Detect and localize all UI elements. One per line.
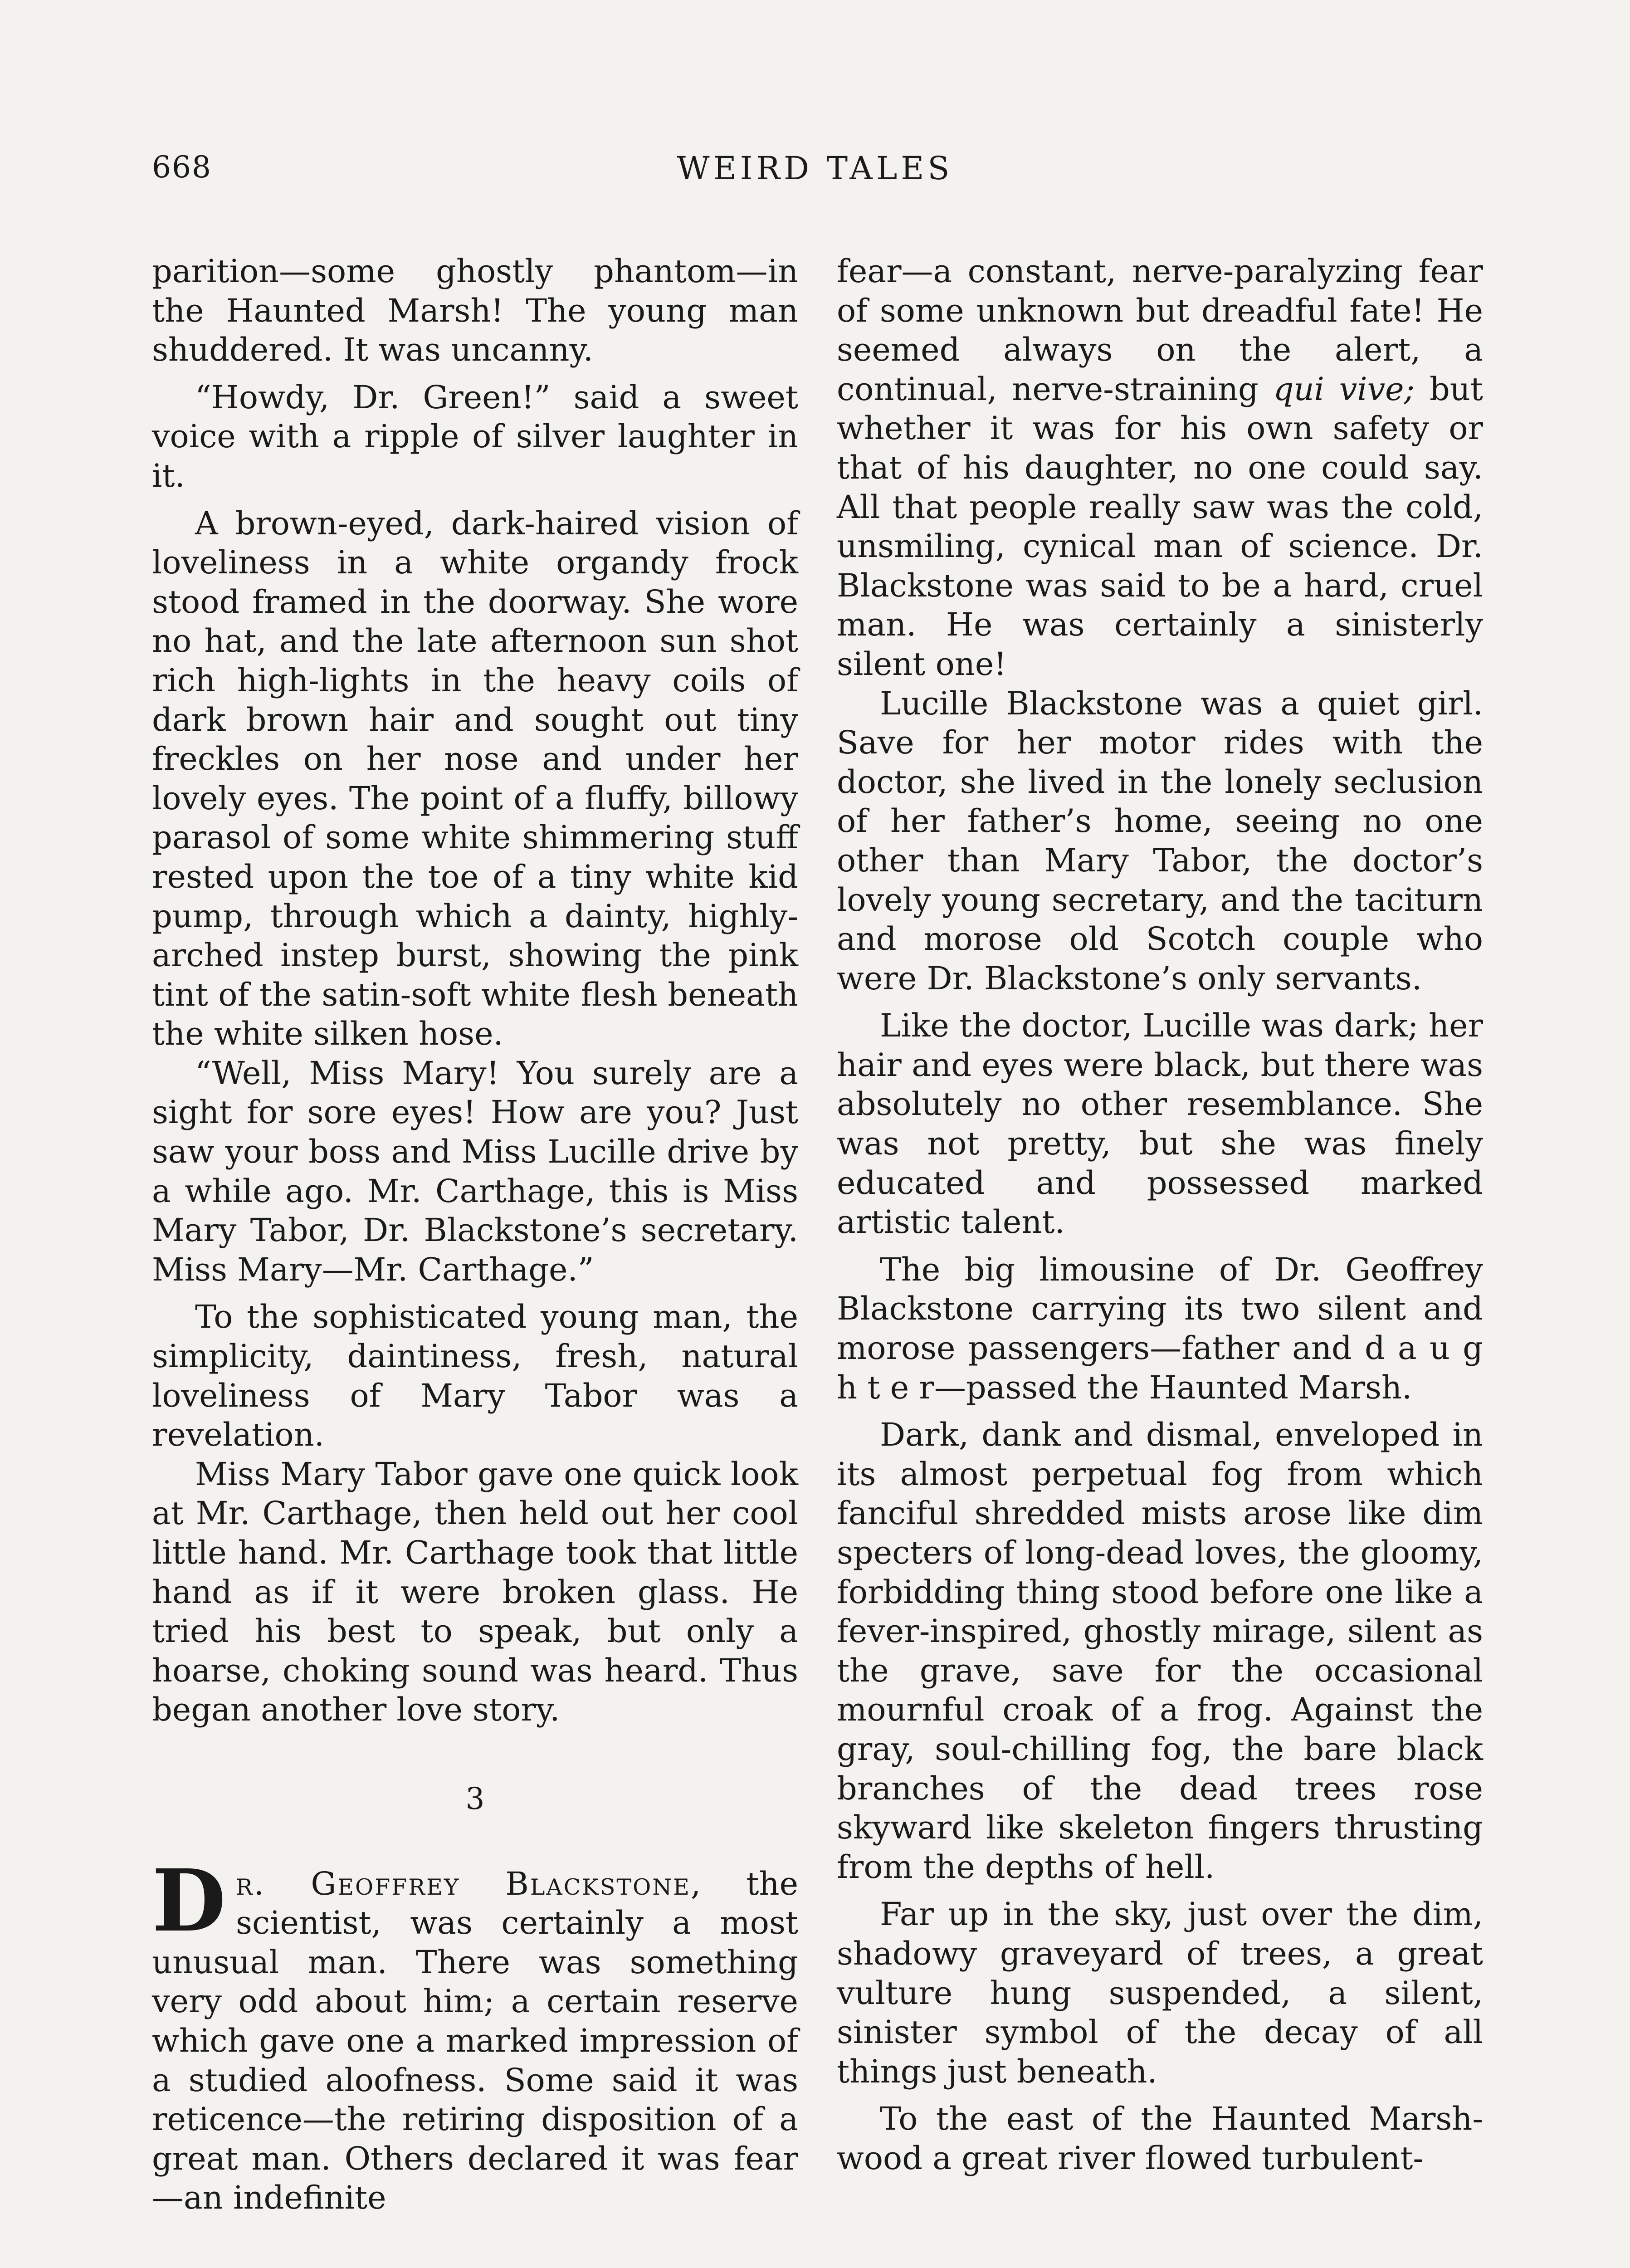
paragraph: A brown-eyed, dark-haired vision of loveliness in a white organdy frock stood framed in the doorway. She wore no hat, and the late afternoon sun shot rich high-lights in the heavy coils of dark brown hair and sought out tiny freckles on her nose and under her lovely eyes. The point of a fluffy, billowy parasol of some white shimmering stuff rested upon the toe of a tiny white kid pump, through which a dainty, highly-arched instep burst, showing the pink tint of the satin-soft white flesh beneath the white silken hose. bbox=[152, 504, 798, 1053]
drop-cap: D bbox=[152, 1850, 226, 1951]
page-header bbox=[152, 150, 1478, 195]
chapter-opening-paragraph bbox=[152, 1850, 799, 2218]
paragraph-text: the scientist, was certainly a most unusual man. There was something very odd about him; a certain reserve which gave one a marked impression of a studied aloofness. Some said it was reticence—the retiring disposition of a great man. Others declared it was fear—an indefinite bbox=[152, 1865, 799, 2217]
paragraph bbox=[837, 252, 1483, 684]
running-title: WEIRD TALES bbox=[677, 150, 953, 187]
paragraph: Like the doctor, Lucille was dark; her hair and eyes were black, but there was absolutely no other resemblance. She was not pretty, but she was finely educated and possessed marked artistic talent. bbox=[837, 1007, 1483, 1241]
paragraph: “Well, Miss Mary! You surely are a sight for sore eyes! How are you? Just saw your boss and Miss Lucille drive by a while ago. Mr. Carthage, this is Miss Mary Tabor, Dr. Blackstone’s secretary. Miss Mary—Mr. Carthage.” bbox=[152, 1054, 798, 1288]
paragraph-text: fear—a constant, nerve-paralyzing fear of some unknown but dreadful fate! He seemed always on the alert, a continual, nerve-straining bbox=[837, 253, 1483, 408]
paragraph: Miss Mary Tabor gave one quick look at Mr. Carthage, then held out her cool little hand. Mr. Carthage took that little hand as if it were broken glass. He tried his best to speak, but only a hoarse, choking sound was heard. Thus began another love story. bbox=[152, 1455, 798, 1729]
right-column bbox=[837, 252, 1483, 2178]
left-column bbox=[152, 252, 798, 2218]
paragraph: “Howdy, Dr. Green!” said a sweet voice with a ripple of silver laughter in it. bbox=[152, 378, 798, 494]
italic-phrase: qui vive; bbox=[1273, 370, 1415, 408]
small-caps-name: r. Geoffrey Blackstone, bbox=[236, 1865, 703, 1902]
paragraph: Far up in the sky, just over the dim, shadowy graveyard of trees, a great vulture hung suspended, a silent, sinister symbol of the decay of all things just beneath. bbox=[837, 1896, 1483, 2090]
section-number: 3 bbox=[465, 1781, 485, 1816]
page-number: 668 bbox=[152, 150, 212, 185]
paragraph: Lucille Blackstone was a quiet girl. Save for her motor rides with the doctor, she lived in the lonely seclusion of her father’s home, seeing no one other than Mary Tabor, the doctor’s lovely young secretary, and the taciturn and morose old Scotch couple who were Dr. Blackstone’s only servants. bbox=[837, 684, 1483, 997]
paragraph: parition—some ghostly phantom—in the Haunted Marsh! The young man shuddered. It was uncanny. bbox=[152, 253, 798, 369]
paragraph: Dark, dank and dismal, enveloped in its almost perpetual fog from which fanciful shredded mists arose like dim specters of long-dead loves, the gloomy, forbidding thing stood before one like a fever-inspired, ghostly mirage, silent as the grave, save for the occasional mournful croak of a frog. Against the gray, soul-chilling fog, the bare black branches of the dead trees rose skyward like skeleton fingers thrusting from the depths of hell. bbox=[837, 1416, 1483, 1886]
paragraph-text: but whether it was for his own safety or that of his daughter, no one could say. All that people really saw was the cold, unsmiling, cynical man of science. Dr. Blackstone was said to be a hard, cruel man. He was certainly a sinisterly silent one! bbox=[837, 370, 1483, 683]
paragraph: To the east of the Haunted Marshwood a great river flowed turbulent- bbox=[837, 2100, 1483, 2177]
paragraph: To the sophisticated young man, the simplicity, daintiness, fresh, natural loveliness of Mary Tabor was a revelation. bbox=[152, 1298, 798, 1454]
paragraph: The big limousine of Dr. Geoffrey Blackstone carrying its two silent and morose passengers—father and d a u g h t e r—passed the Haunted Marsh. bbox=[837, 1251, 1483, 1406]
